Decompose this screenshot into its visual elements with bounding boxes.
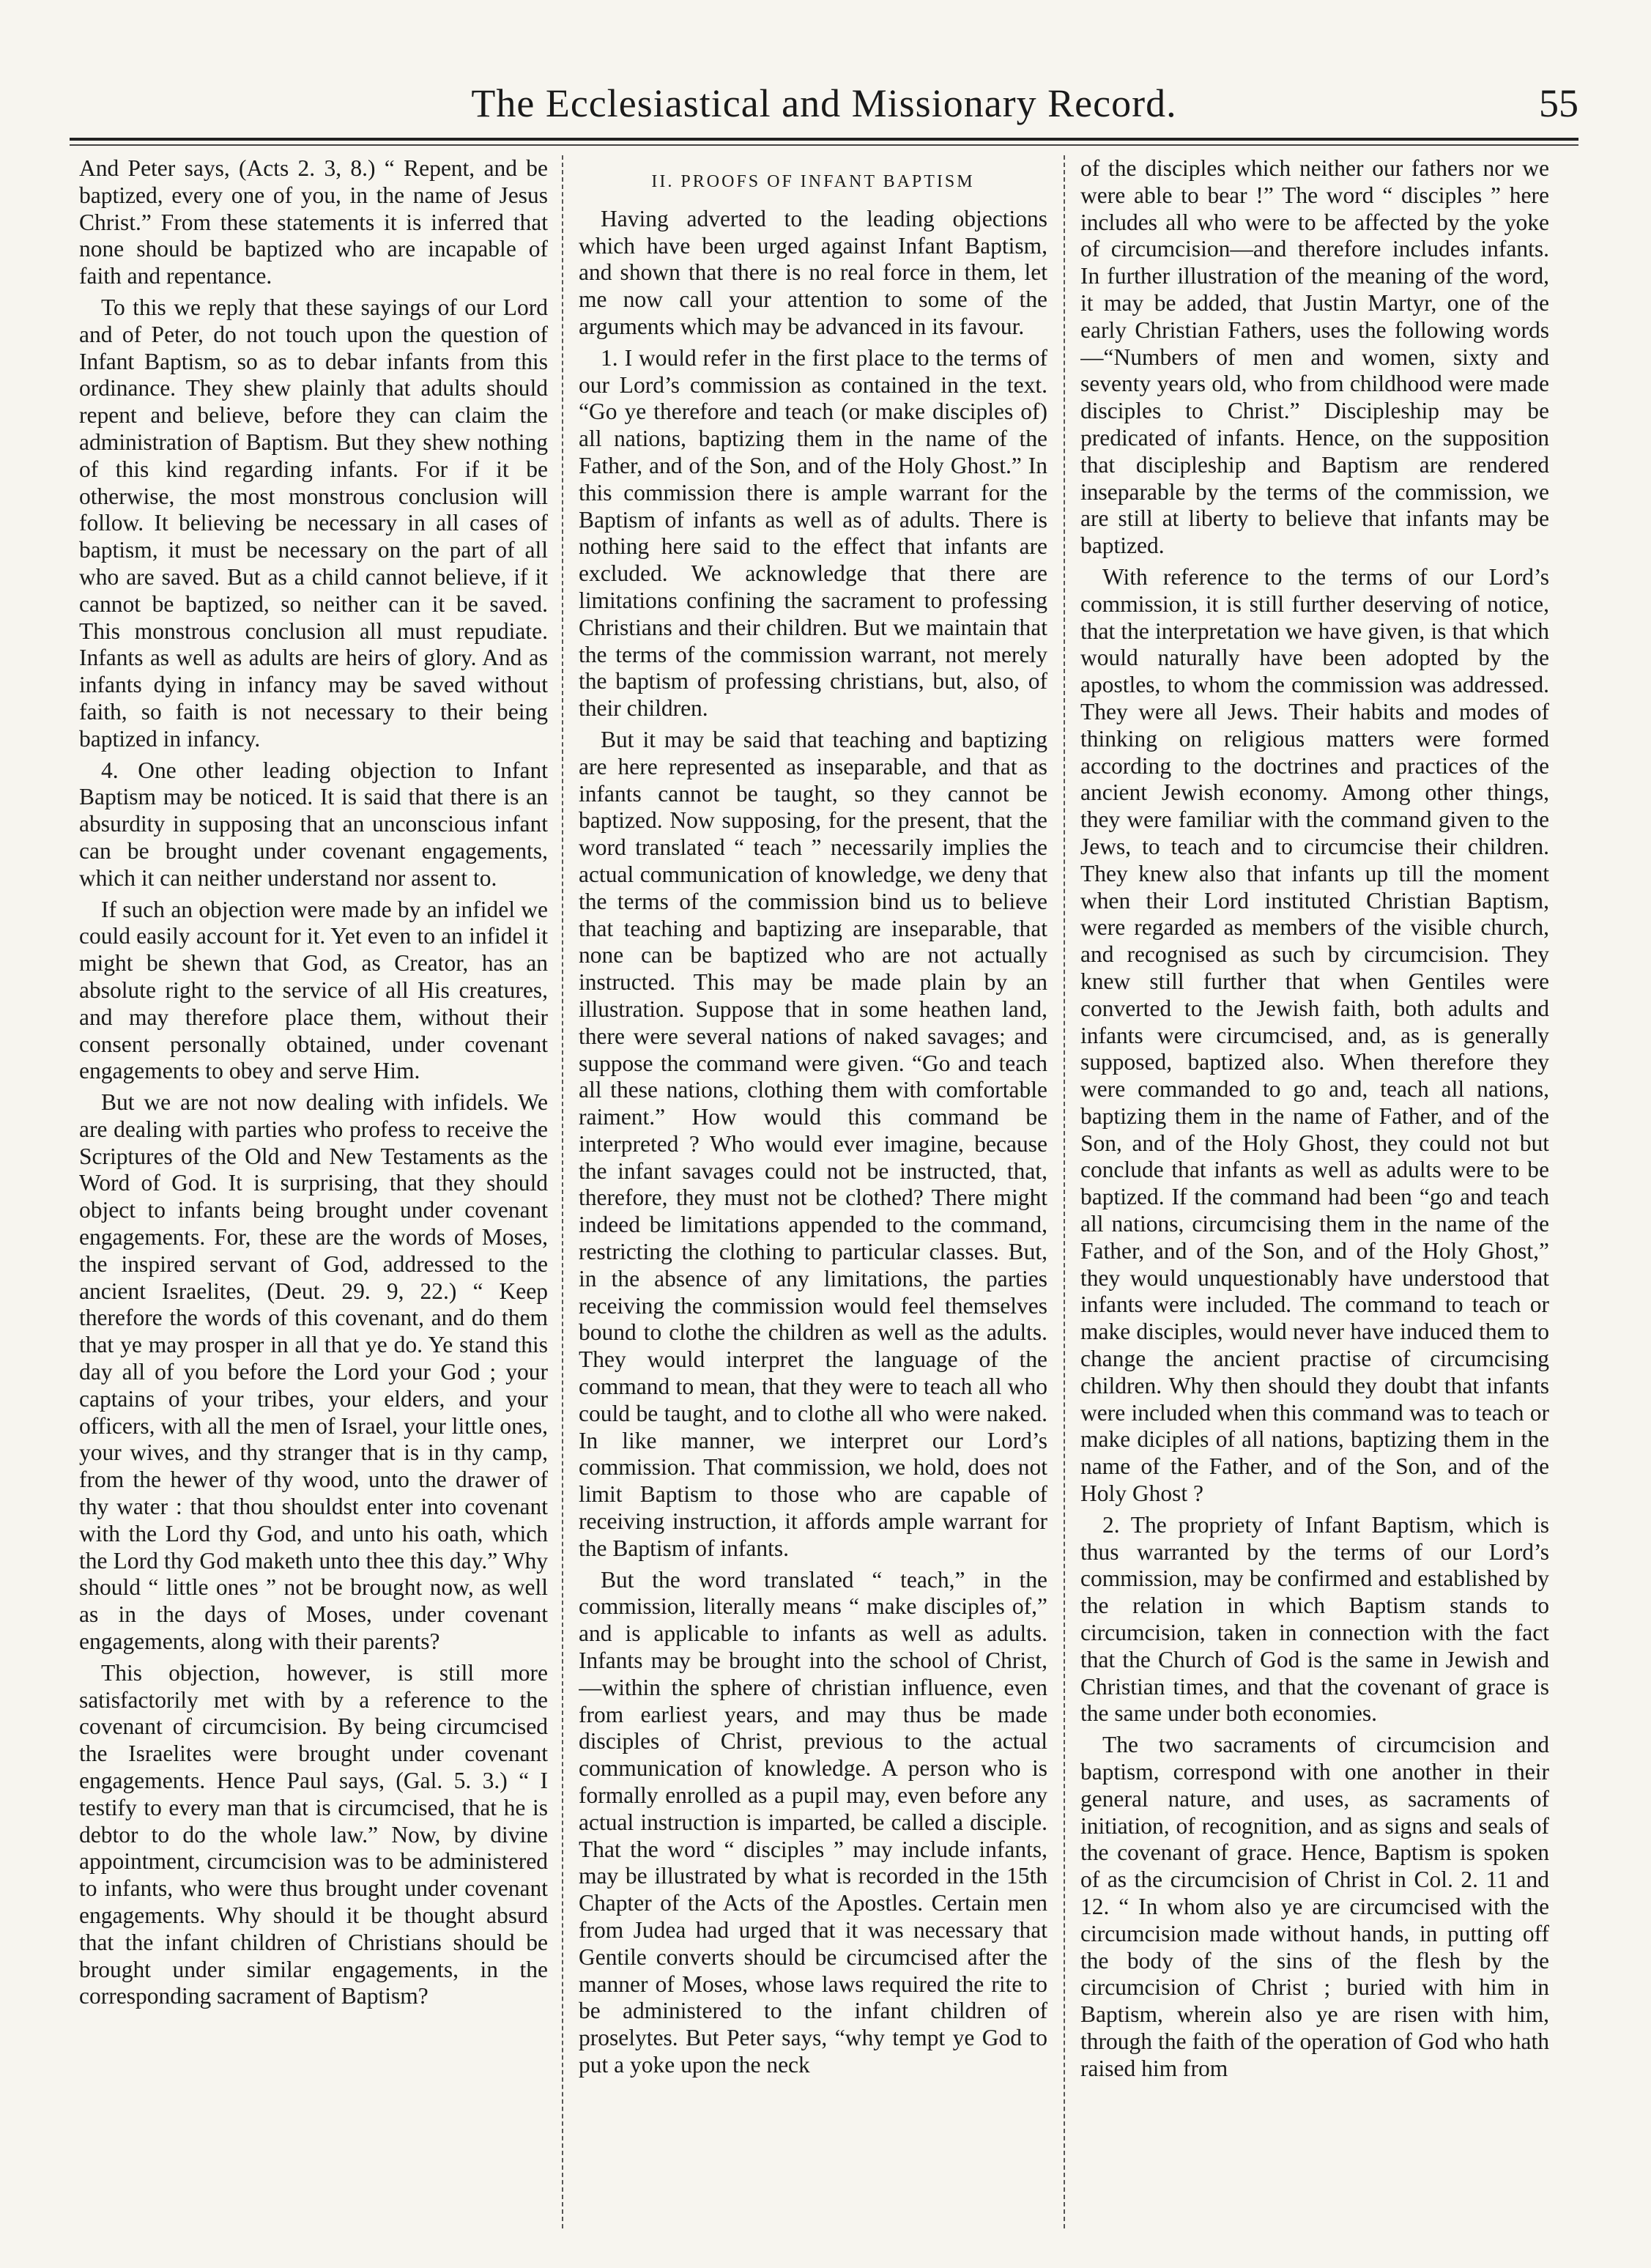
column-divider (562, 155, 563, 2228)
text-column-1 (79, 155, 548, 2236)
paragraph: And Peter says, (Acts 2. 3, 8.) “ Repent, and be baptized, every one of you, in the name of Jesus Christ.” From these statements it is inferred that none should be baptized who are incapable of faith and repentance. (79, 155, 548, 289)
paragraph: But we are not now dealing with infidels. We are dealing with parties who profess to receive the Scriptures of the Old and New Testaments as the Word of God. It is surprising, that they should object to infants being brought under covenant engagements. For, these are the words of Moses, the inspired servant of God, addressed to the ancient Israelites, (Deut. 29. 9, 22.) “ Keep therefore the words of this covenant, and do them that ye may prosper in all that ye do. Ye stand this day all of you before the Lord your God ; your captains of your tribes, your elders, and your officers, with all the men of Israel, your little ones, your wives, and thy stranger that is in thy camp, from the hewer of thy wood, unto the drawer of thy water : that thou shouldst enter into covenant with the Lord thy God, and unto his oath, which the Lord thy God maketh unto thee this day.” Why should “ little ones ” not be brought now, as well as in the days of Moses, under covenant engagements, along with their parents? (79, 1089, 548, 1655)
page-header (70, 81, 1578, 139)
paragraph: But it may be said that teaching and baptizing are here represented as inseparable, and that as infants cannot be taught, so they cannot be baptized. Now supposing, for the present, that the word translated “ teach ” necessarily implies the actual communication of knowledge, we deny that the terms of the commission bind us to believe that teaching and baptizing are inseparable, that none can be baptized who are not actually instructed. This may be made plain by an illustration. Suppose that in some heathen land, there were several nations of naked savages; and suppose the command were given. “Go and teach all these nations, clothing them with comfortable raiment.” How would this command be interpreted ? Who would ever imagine, because the infant savages could not be instructed, that, therefore, they must not be clothed? There might indeed be limitations appended to the command, restricting the clothing to particular classes. But, in the absence of any limitations, the parties receiving the commission would feel themselves bound to clothe the children as well as the adults. They would interpret the language of the command to mean, that they were to teach all who could be taught, and to clothe all who were naked. In like manner, we interpret our Lord’s commission. That commission, we hold, does not limit Baptism to those who are capable of receiving instruction, it affords ample warrant for the Baptism of infants. (579, 726, 1047, 1561)
header-rule-thin (70, 144, 1578, 146)
publication-title: The Ecclesiastical and Missionary Record. (471, 81, 1177, 125)
paragraph: This objection, however, is still more satisfactorily met with by a reference to the covenant of circumcision. By being circumcised the Israelites were brought under covenant engagements. Hence Paul says, (Gal. 5. 3.) “ I testify to every man that is circumcised, that he is debtor to do the whole law.” Now, by divine appointment, circumcision was to be administered to infants, who were thus brought under covenant engagements. Why should it be thought absurd that the infant children of Christians should be brought under similar engagements, in the corresponding sacrament of Baptism? (79, 1659, 548, 2009)
paragraph: If such an objection were made by an infidel we could easily account for it. Yet even to an infidel it might be shewn that God, as Creator, has an absolute right to the service of all His creatures, and may therefore place them, without their consent personally obtained, under covenant engagements to obey and serve Him. (79, 896, 548, 1084)
paragraph: of the disciples which neither our fathers nor we were able to bear !” The word “ disciples ” here includes all who were to be affected by the yoke of circumcision—and therefore includes infants. In further illustration of the meaning of the word, it may be added, that Justin Martyr, one of the early Christian Fathers, uses the following words—“Numbers of men and women, sixty and seventy years old, who from childhood were made disciples to Christ.” Discipleship may be predicated of infants. Hence, on the supposition that discipleship and Baptism are rendered inseparable by the terms of the commission, we are still at liberty to believe that infants may be baptized. (1080, 155, 1549, 559)
paragraph: Having adverted to the leading objections which have been urged against Infant Baptism, and shown that there is no real force in them, let me now call your attention to some of the arguments which may be advanced in its favour. (579, 205, 1047, 339)
paragraph: To this we reply that these sayings of our Lord and of Peter, do not touch upon the question of Infant Baptism, so as to debar infants from this ordinance. They shew plainly that adults should repent and believe, before they can claim the administration of Baptism. But they shew nothing of this kind regarding infants. For if it be otherwise, the most monstrous conclusion will follow. It believing be necessary in all cases of baptism, it must be necessary on the part of all who are saved. But as a child cannot believe, if it cannot be baptized, so neither can it be saved. This monstrous conclusion all must repudiate. Infants as well as adults are heirs of glory. And as infants dying in infancy may be saved without faith, so faith is not necessary to their being baptized in infancy. (79, 294, 548, 752)
paragraph: The two sacraments of circumcision and baptism, correspond with one another in their general nature, and uses, as sacraments of initiation, of recognition, and as signs and seals of the covenant of grace. Hence, Baptism is spoken of as the circumcision of Christ in Col. 2. 11 and 12. “ In whom also ye are circumcised with the circumcision made without hands, in putting off the body of the sins of the flesh by the circumcision of Christ ; buried with him in Baptism, wherein also ye are risen with him, through the faith of the operation of God who hath raised him from (1080, 1732, 1549, 2081)
paragraph: 2. The propriety of Infant Baptism, which is thus warranted by the terms of our Lord’s commission, may be confirmed and established by the relation in which Baptism stands to circumcision, taken in connection with the fact that the Church of God is the same in Jewish and Christian times, and that the covenant of grace is the same under both economies. (1080, 1511, 1549, 1727)
text-column-2 (579, 155, 1047, 2236)
text-column-3 (1080, 155, 1549, 2236)
paragraph: 1. I would refer in the first place to the terms of our Lord’s commission as contained in the text. “Go ye therefore and teach (or make disciples of) all nations, baptizing them in the name of the Father, and of the Son, and of the Holy Ghost.” In this commission there is ample warrant for the Baptism of infants as well as of adults. There is nothing here said to the effect that infants are excluded. We acknowledge that there are limitations confining the sacrament to professing Christians and their children. But we maintain that the terms of the commission warrant, not merely the baptism of professing christians, but, also, of their children. (579, 344, 1047, 722)
paragraph: But the word translated “ teach,” in the commission, literally means “ make disciples of,” and is applicable to infants as well as adults. Infants may be brought into the school of Christ,—within the sphere of christian influence, even from earliest years, and may thus be made disciples of Christ, previous to the actual communication of knowledge. A person who is formally enrolled as a pupil may, even before any actual instruction is imparted, be called a disciple. That the word “ disciples ” may include infants, may be illustrated by what is recorded in the 15th Chapter of the Acts of the Apostles. Certain men from Judea had urged that it was necessary that Gentile converts should be circumcised after the manner of Moses, whose laws required the rite to be administered to the infant children of proselytes. But Peter says, “why tempt ye God to put a yoke upon the neck (579, 1566, 1047, 2078)
column-divider (1064, 155, 1065, 2228)
page-number: 55 (1539, 81, 1578, 125)
paragraph: 4. One other leading objection to Infant Baptism may be noticed. It is said that there is an absurdity in supposing that an unconscious infant can be brought under covenant engagements, which it can neither understand nor assent to. (79, 757, 548, 891)
paragraph: With reference to the terms of our Lord’s commission, it is still further deserving of notice, that the interpretation we have given, is that which would naturally have been adopted by the apostles, to whom the commission was addressed. They were all Jews. Their habits and modes of thinking on religious matters were formed according to the doctrines and practices of the ancient Jewish economy. Among other things, they were familiar with the command given to the Jews, to teach and to circumcise their children. They knew also that infants up till the moment when their Lord instituted Christian Baptism, were regarded as members of the visible church, and recognised as such by circumcision. They knew still further that when Gentiles were converted to the Jewish faith, both adults and infants were circumcised, and, as is generally supposed, baptized also. When therefore they were commanded to go and, teach all nations, baptizing them in the name of Father, and of the Son, and of the Holy Ghost, they could not but conclude that infants as well as adults were to be baptized. If the command had been “go and teach all nations, circumcising them in the name of the Father, and of the Son, and of the Holy Ghost,” they would unquestionably have understood that infants were included. The command to teach or make disciples, would never have induced them to change the ancient practise of circumcising children. Why then should they doubt that infants were included when this command was to teach or make diciples of all nations, baptizing them in the name of the Father, and of the Son, and of the Holy Ghost ? (1080, 563, 1549, 1507)
section-heading: II. PROOFS OF INFANT BAPTISM (651, 172, 975, 191)
header-rule (70, 138, 1578, 141)
